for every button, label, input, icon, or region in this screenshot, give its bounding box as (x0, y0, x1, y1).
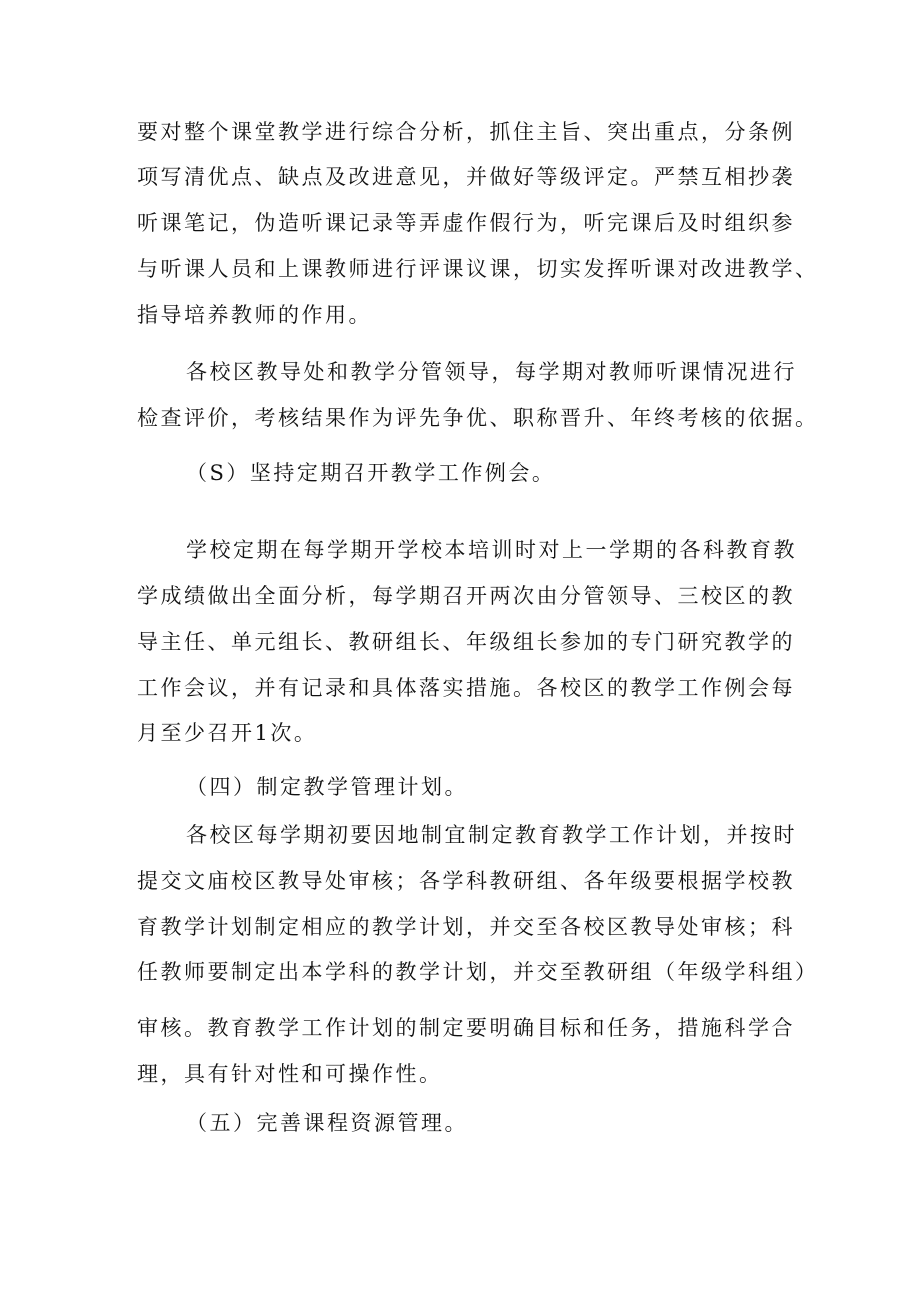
paragraph-line: 工作会议，并有记录和具体落实措施。各校区的教学工作例会每 (137, 676, 795, 700)
paragraph-line: 月至少召开1次。 (137, 721, 318, 745)
section-heading-5: （五）完善课程资源管理。 (186, 1111, 468, 1135)
paragraph-line: 导主任、单元组长、教研组长、年级组长参加的专门研究教学的 (137, 630, 795, 654)
paragraph-line: 指导培养教师的作用。 (137, 303, 372, 327)
paragraph-line: 要对整个课堂教学进行综合分析，抓住主旨、突出重点，分条例 (137, 120, 795, 144)
paragraph-line: 审核。教育教学工作计划的制定要明确目标和任务，措施科学合 (137, 1016, 795, 1040)
paragraph-line: 学成绩做出全面分析，每学期召开两次由分管领导、三校区的教 (137, 584, 795, 608)
paragraph-line: 检查评价，考核结果作为评先争优、职称晋升、年终考核的依据。 (137, 406, 819, 430)
paragraph-line: 学校定期在每学期开学校本培训时对上一学期的各科教育教 (186, 538, 797, 562)
paragraph-line: 项写清优点、缺点及改进意见，并做好等级评定。严禁互相抄袭 (137, 165, 795, 189)
paragraph-line: 各校区每学期初要因地制宜制定教育教学工作计划，并按时 (186, 823, 797, 847)
paragraph-line: 育教学计划制定相应的教学计划，并交至各校区教导处审核；科 (137, 915, 795, 939)
paragraph-line: 听课笔记，伪造听课记录等弄虚作假行为，听完课后及时组织参 (137, 211, 795, 235)
paragraph-line: 与听课人员和上课教师进行评课议课，切实发挥听课对改进教学、 (137, 257, 819, 281)
paragraph-line: 任教师要制定出本学科的教学计划，并交至教研组（年级学科组） (137, 960, 819, 984)
paragraph-line: 各校区教导处和教学分管领导，每学期对教师听课情况进行 (186, 360, 797, 384)
section-heading-4: （四）制定教学管理计划。 (186, 775, 468, 799)
section-heading-3: （S）坚持定期召开教学工作例会。 (186, 461, 556, 485)
paragraph-line: 提交文庙校区教导处审核；各学科教研组、各年级要根据学校教 (137, 869, 795, 893)
paragraph-line: 理，具有针对性和可操作性。 (137, 1062, 443, 1086)
